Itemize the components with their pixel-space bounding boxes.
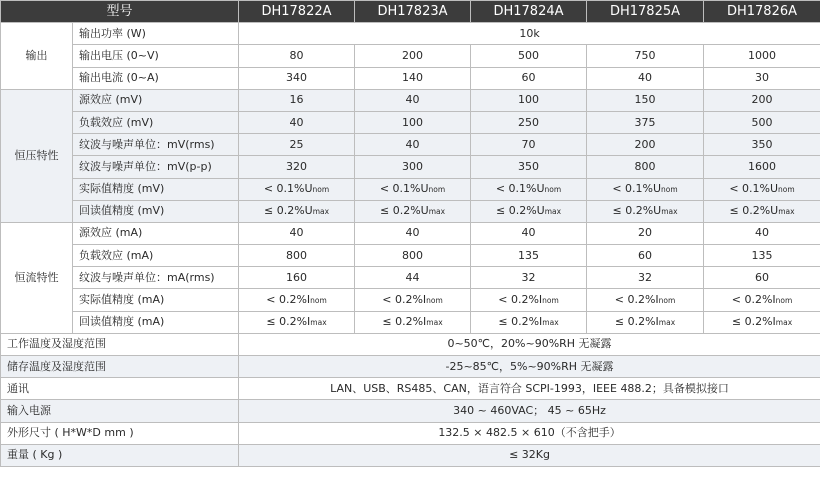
table-row: [1, 400, 820, 422]
table-row: [1, 267, 820, 289]
value-cell: ≤ 0.2%Umax: [355, 200, 471, 222]
unit-subscript: max: [775, 317, 793, 327]
spanning-value: 10k: [239, 23, 820, 45]
model-name: DH17822A: [239, 1, 355, 23]
value-cell: ≤ 0.2%Umax: [471, 200, 587, 222]
value-cell: 500: [471, 45, 587, 67]
value-cell: ≤ 0.2%Imax: [704, 311, 820, 333]
model-name: DH17825A: [587, 1, 704, 23]
table-row: [1, 222, 820, 244]
table-row: [1, 422, 820, 444]
table-row: [1, 156, 820, 178]
value-cell: 32: [471, 267, 587, 289]
spec-label: 外形尺寸 ( H*W*D mm ): [1, 422, 239, 444]
value-cell: ≤ 0.2%Imax: [587, 311, 704, 333]
value-cell: 200: [704, 89, 820, 111]
value-cell: < 0.1%Unom: [239, 178, 355, 200]
value-cell: < 0.1%Unom: [355, 178, 471, 200]
spec-label: 通讯: [1, 378, 239, 400]
param-label: 实际值精度 (mV): [73, 178, 239, 200]
value-cell: 160: [239, 267, 355, 289]
unit-subscript: nom: [775, 295, 793, 305]
param-label: 实际值精度 (mA): [73, 289, 239, 311]
value-cell: < 0.1%Unom: [704, 178, 820, 200]
param-label: 纹波与噪声单位：mA(rms): [73, 267, 239, 289]
unit-subscript: max: [426, 317, 443, 327]
spec-value: 132.5 × 482.5 × 610（不含把手）: [239, 422, 820, 444]
value-cell: 44: [355, 267, 471, 289]
value-cell: 60: [471, 67, 587, 89]
param-label: 源效应 (mA): [73, 222, 239, 244]
value-cell: ≤ 0.2%Umax: [587, 200, 704, 222]
value-cell: 40: [704, 222, 820, 244]
table-row: [1, 23, 820, 45]
value-cell: < 0.2%Inom: [355, 289, 471, 311]
value-cell: 100: [471, 89, 587, 111]
value-cell: < 0.2%Inom: [704, 289, 820, 311]
spec-label: 重量 ( Kg ): [1, 444, 239, 466]
model-name: DH17826A: [704, 1, 820, 23]
table-row: [1, 289, 820, 311]
unit-subscript: max: [542, 317, 559, 327]
unit-subscript: max: [778, 206, 795, 216]
spec-label: 工作温度及湿度范围: [1, 333, 239, 355]
param-label: 输出电流 (0~A): [73, 67, 239, 89]
spec-value: 340 ~ 460VAC； 45 ~ 65Hz: [239, 400, 820, 422]
unit-subscript: max: [661, 206, 678, 216]
value-cell: 135: [471, 245, 587, 267]
value-cell: 200: [587, 134, 704, 156]
value-cell: 800: [239, 245, 355, 267]
value-cell: 40: [587, 67, 704, 89]
spec-value: LAN、USB、RS485、CAN，语言符合 SCPI-1993，IEEE 488.2；具备模拟接口: [239, 378, 820, 400]
spec-value: ≤ 32Kg: [239, 444, 820, 466]
unit-subscript: max: [312, 206, 330, 216]
unit-subscript: nom: [778, 184, 795, 194]
value-cell: 250: [471, 111, 587, 133]
value-cell: 800: [587, 156, 704, 178]
table-row: [1, 67, 820, 89]
param-label: 负载效应 (mA): [73, 245, 239, 267]
value-cell: < 0.2%Inom: [239, 289, 355, 311]
table-row: [1, 444, 820, 466]
unit-subscript: max: [310, 317, 327, 327]
value-cell: 375: [587, 111, 704, 133]
unit-subscript: max: [544, 206, 562, 216]
value-cell: 800: [355, 245, 471, 267]
table-row: [1, 178, 820, 200]
unit-subscript: nom: [658, 295, 676, 305]
value-cell: 135: [704, 245, 820, 267]
unit-subscript: nom: [542, 295, 559, 305]
table-row: [1, 134, 820, 156]
model-name: DH17824A: [471, 1, 587, 23]
param-label: 源效应 (mV): [73, 89, 239, 111]
table-row: [1, 89, 820, 111]
value-cell: 40: [239, 111, 355, 133]
table-row: [1, 333, 820, 355]
value-cell: 60: [704, 267, 820, 289]
value-cell: 40: [355, 89, 471, 111]
value-cell: 30: [704, 67, 820, 89]
value-cell: ≤ 0.2%Imax: [471, 311, 587, 333]
group-label: 恒压特性: [1, 89, 73, 222]
param-label: 纹波与噪声单位：mV(rms): [73, 134, 239, 156]
value-cell: < 0.1%Unom: [587, 178, 704, 200]
table-row: [1, 200, 820, 222]
value-cell: 350: [471, 156, 587, 178]
spec-value: -25~85℃，5%~90%RH 无凝露: [239, 356, 820, 378]
value-cell: 150: [587, 89, 704, 111]
value-cell: 140: [355, 67, 471, 89]
value-cell: 40: [355, 134, 471, 156]
param-label: 回读值精度 (mV): [73, 200, 239, 222]
spec-label: 储存温度及湿度范围: [1, 356, 239, 378]
param-label: 输出功率 (W): [73, 23, 239, 45]
value-cell: < 0.1%Unom: [471, 178, 587, 200]
value-cell: 100: [355, 111, 471, 133]
group-label: 恒流特性: [1, 222, 73, 333]
value-cell: 750: [587, 45, 704, 67]
value-cell: 320: [239, 156, 355, 178]
unit-subscript: nom: [312, 184, 330, 194]
value-cell: < 0.2%Inom: [471, 289, 587, 311]
value-cell: 40: [355, 222, 471, 244]
model-label: 型号: [1, 1, 239, 23]
param-label: 负载效应 (mV): [73, 111, 239, 133]
table-row: [1, 45, 820, 67]
value-cell: 200: [355, 45, 471, 67]
spec-value: 0~50℃，20%~90%RH 无凝露: [239, 333, 820, 355]
unit-subscript: nom: [426, 295, 443, 305]
value-cell: 40: [239, 222, 355, 244]
spec-label: 输入电源: [1, 400, 239, 422]
value-cell: 16: [239, 89, 355, 111]
value-cell: 32: [587, 267, 704, 289]
value-cell: 500: [704, 111, 820, 133]
param-label: 输出电压 (0~V): [73, 45, 239, 67]
table-row: [1, 245, 820, 267]
value-cell: 25: [239, 134, 355, 156]
unit-subscript: max: [658, 317, 676, 327]
value-cell: 80: [239, 45, 355, 67]
value-cell: < 0.2%Inom: [587, 289, 704, 311]
table-row: [1, 111, 820, 133]
value-cell: 300: [355, 156, 471, 178]
table-row: [1, 311, 820, 333]
value-cell: ≤ 0.2%Imax: [355, 311, 471, 333]
value-cell: 340: [239, 67, 355, 89]
table-row: [1, 356, 820, 378]
spec-body: [1, 23, 820, 467]
unit-subscript: nom: [661, 184, 678, 194]
value-cell: 20: [587, 222, 704, 244]
group-label: 输出: [1, 23, 73, 90]
param-label: 纹波与噪声单位：mV(p-p): [73, 156, 239, 178]
unit-subscript: nom: [428, 184, 446, 194]
value-cell: ≤ 0.2%Umax: [704, 200, 820, 222]
unit-subscript: nom: [310, 295, 327, 305]
value-cell: ≤ 0.2%Umax: [239, 200, 355, 222]
value-cell: ≤ 0.2%Imax: [239, 311, 355, 333]
param-label: 回读值精度 (mA): [73, 311, 239, 333]
header-row: [1, 1, 820, 23]
value-cell: 1600: [704, 156, 820, 178]
table-row: [1, 378, 820, 400]
value-cell: 70: [471, 134, 587, 156]
unit-subscript: nom: [544, 184, 562, 194]
value-cell: 1000: [704, 45, 820, 67]
unit-subscript: max: [428, 206, 446, 216]
value-cell: 350: [704, 134, 820, 156]
model-name: DH17823A: [355, 1, 471, 23]
value-cell: 60: [587, 245, 704, 267]
value-cell: 40: [471, 222, 587, 244]
